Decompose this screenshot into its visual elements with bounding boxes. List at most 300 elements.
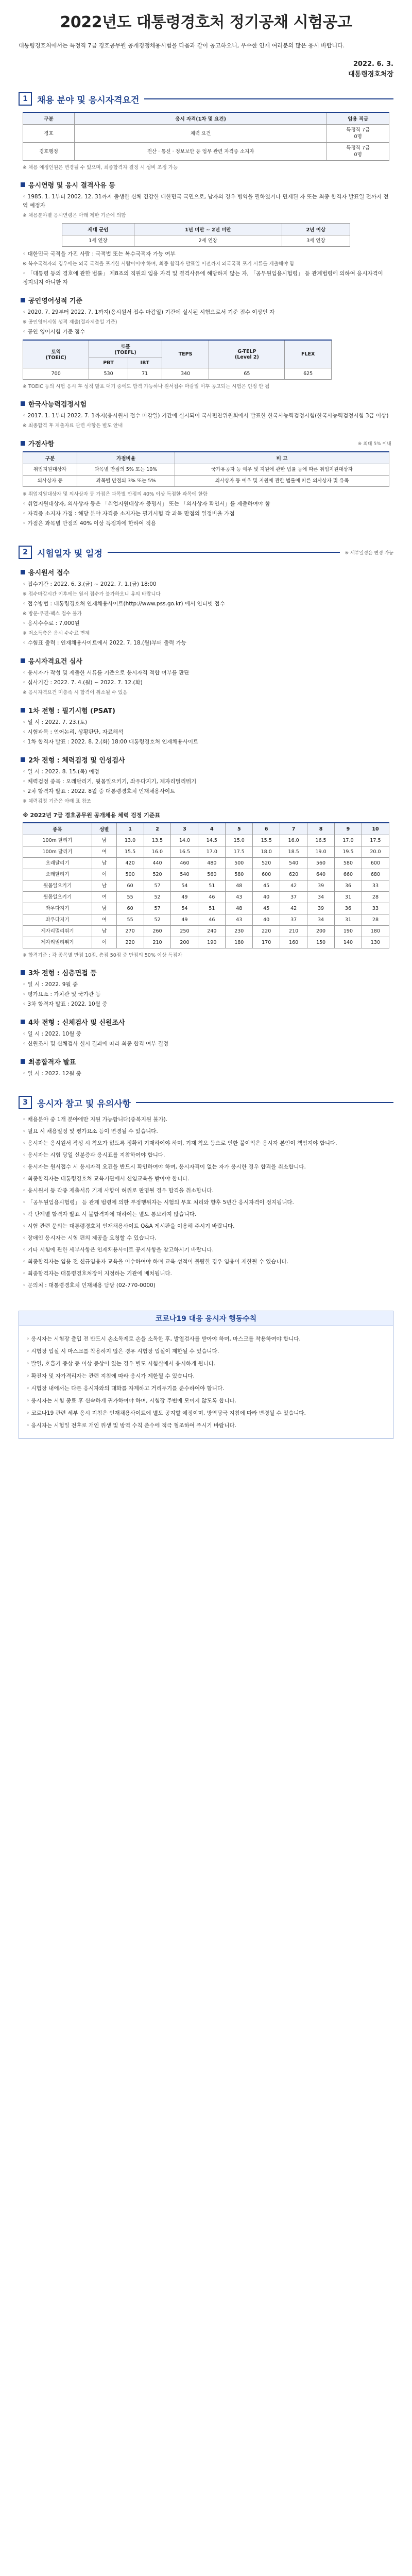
table-cell: 특정직 7급 0명 xyxy=(327,125,389,143)
table-cell: 36 xyxy=(335,903,362,914)
table-row xyxy=(23,869,389,880)
square-bullet-icon xyxy=(21,658,25,663)
table-cell: 52 xyxy=(144,914,171,926)
first-line: ◦ 1차 합격자 발표 : 2022. 8. 2.(화) 18:00 대통령경호처 인재채용사이트 xyxy=(23,739,199,745)
req-line: ※ 채용분야별 응시연령은 아래 제한 기준에 의함 xyxy=(23,213,126,218)
table-header-cell: 토플 (TOEFL) xyxy=(89,340,162,358)
corona-guideline-box xyxy=(19,1326,393,1439)
subhead-third-stage xyxy=(21,968,391,977)
apply-line: ◦ 접수기간 : 2022. 6. 3.(금) ~ 2022. 7. 1.(금) 18:00 xyxy=(23,581,157,587)
table-cell: 100m 달리기 xyxy=(23,835,92,846)
fitness-table-title: ※ 2022년 7급 경호공무원 공개채용 체력 검정 기준표 xyxy=(23,812,161,819)
table-cell: 210 xyxy=(280,926,307,937)
table-cell: 250 xyxy=(171,926,198,937)
table-header-cell: 5 xyxy=(226,823,253,835)
section-3-head xyxy=(19,1096,393,1109)
table-cell: 440 xyxy=(144,858,171,869)
table-cell: 48 xyxy=(226,880,253,892)
table-header-cell: 2 xyxy=(144,823,171,835)
table-row xyxy=(23,368,332,380)
table-cell: 270 xyxy=(116,926,144,937)
table-cell: 55 xyxy=(116,892,144,903)
table-header-cell: 3 xyxy=(171,823,198,835)
table-row xyxy=(23,926,389,937)
page-title: 2022년도 대통령경호처 정기공채 시험공고 xyxy=(60,13,352,31)
table-cell: 660 xyxy=(335,869,362,880)
note-line: ◦ 기타 시험에 관한 세부사항은 인재채용사이트 공지사항을 참고하시기 바랍니다. xyxy=(23,1247,214,1253)
table-cell: 260 xyxy=(144,926,171,937)
screening-line: ※ 응시자격요건 미충족 시 합격이 취소될 수 있음 xyxy=(23,690,128,696)
table-header-cell: 8 xyxy=(307,823,335,835)
subhead-bonus xyxy=(21,438,391,448)
table-cell: 49 xyxy=(171,892,198,903)
apply-text xyxy=(23,580,389,648)
note-line: ◦ 최종합격자는 대통령경호처장이 지정하는 기관에 배치됩니다. xyxy=(23,1270,172,1277)
table-header-cell: 1년 미만 ~ 2년 미만 xyxy=(134,224,282,235)
square-bullet-icon xyxy=(21,970,25,975)
subhead-second-stage xyxy=(21,755,391,765)
table-cell: 460 xyxy=(171,858,198,869)
note-line: ◦ 채용분야 중 1개 분야에만 지원 가능합니다(중복지원 불가). xyxy=(23,1116,168,1123)
lang-line: ◦ 2020. 7. 29부터 2022. 7. 1까지(응시원서 접수 마감일) 기간에 실시된 시험으로서 기준 점수 이상인 자 xyxy=(23,309,275,315)
table-row xyxy=(23,476,389,487)
table-header-cell: 토익 (TOEIC) xyxy=(23,340,89,368)
note-line: ◦ 장애인 응시자는 시험 편의 제공을 요청할 수 있습니다. xyxy=(23,1235,157,1241)
table-header-cell: 성별 xyxy=(92,823,116,835)
section-2-title: 시험일자 및 일정 xyxy=(37,548,102,559)
subhead-korean-history xyxy=(21,399,391,409)
table-cell: 580 xyxy=(226,869,253,880)
table-cell: 2세 연장 xyxy=(134,235,282,247)
table-cell: 남 xyxy=(92,926,116,937)
table-cell: 31 xyxy=(335,914,362,926)
note-line: ◦ 각 단계별 합격자 발표 시 불합격자에 대하여는 별도 통보하지 않습니다. xyxy=(23,1211,197,1217)
table-cell: 좌우다지기 xyxy=(23,914,92,926)
second-line: ◦ 일 시 : 2022. 8. 15.(목) 예정 xyxy=(23,769,99,775)
subhead-english xyxy=(21,295,391,305)
table-cell: 18.5 xyxy=(280,846,307,858)
note-line: ◦ 최종합격자는 임용 전 신규임용자 교육을 이수하여야 하며 교육 성적이 불량한 경우 임용이 제한될 수 있습니다. xyxy=(23,1259,289,1265)
table-header-cell: 가점비율 xyxy=(77,452,175,464)
third-line: ◦ 평가요소 : 가치관 및 국가관 등 xyxy=(23,991,101,997)
subhead-label: 4차 전형 : 신체검사 및 신원조사 xyxy=(28,1019,125,1027)
table-cell: 60 xyxy=(116,880,144,892)
table-cell: 34 xyxy=(307,914,335,926)
recruit-field-table xyxy=(23,112,389,161)
table-cell: 530 xyxy=(89,368,128,380)
table-cell: 경호행정 xyxy=(23,143,75,161)
table-cell: 52 xyxy=(144,892,171,903)
table-cell: 540 xyxy=(171,869,198,880)
table-row xyxy=(23,846,389,858)
table-cell: 과목별 만점의 3% 또는 5% xyxy=(77,476,175,487)
section-1-rule xyxy=(144,98,393,99)
apply-line: ※ 방문·우편·팩스 접수 불가 xyxy=(23,611,82,617)
note-line: ◦ 필요 시 채용일정 및 평가요소 등이 변경될 수 있습니다. xyxy=(23,1128,158,1134)
table-cell: 좌우다지기 xyxy=(23,903,92,914)
table-cell: 580 xyxy=(335,858,362,869)
table-cell: 윗몸일으키기 xyxy=(23,880,92,892)
table-cell: 640 xyxy=(307,869,335,880)
table-cell: 220 xyxy=(253,926,280,937)
note-line: ◦ 응시자는 시험 당일 신분증과 응시표를 지참하여야 합니다. xyxy=(23,1152,165,1158)
second-line: ◦ 체력검정 종목 : 오래달리기, 윗몸일으키기, 좌우다지기, 제자리멀리뛰기 xyxy=(23,778,197,785)
table-row xyxy=(62,235,350,247)
table-header-cell: 임용 직급 xyxy=(327,112,389,125)
table-note: ※ 채용 예정인원은 변경될 수 있으며, 최종합격자 결정 시 성비 조정 가능 xyxy=(23,165,178,171)
second-line: ※ 체력검정 기준은 아래 표 참조 xyxy=(23,799,92,804)
table-cell: 57 xyxy=(144,903,171,914)
table-cell: 230 xyxy=(226,926,253,937)
intro-text: 대통령경호처에서는 특정직 7급 경호공무원 공개경쟁채용시험을 다음과 같이 공고하오니, 우수한 인재 여러분의 많은 응시 바랍니다. xyxy=(19,42,345,49)
square-bullet-icon xyxy=(21,401,25,406)
table-header-cell: 구분 xyxy=(23,452,77,464)
table-cell: 55 xyxy=(116,914,144,926)
table-cell: 전산 · 통신 · 정보보안 등 업무 관련 자격증 소지자 xyxy=(74,143,327,161)
age-extension-table xyxy=(62,223,350,247)
table-cell: 160 xyxy=(280,937,307,948)
table-cell: 54 xyxy=(171,903,198,914)
table-cell: 46 xyxy=(198,892,226,903)
table-row xyxy=(23,914,389,926)
table-cell: 150 xyxy=(307,937,335,948)
subhead-label: 공인영어성적 기준 xyxy=(28,297,82,305)
screening-line: ◦ 심사기간 : 2022. 7. 4.(월) ~ 2022. 7. 12.(화) xyxy=(23,680,143,686)
hanguk-line: ※ 최종합격 후 제출자료 관련 사항은 별도 안내 xyxy=(23,423,123,429)
section-2-note: ※ 세부일정은 변경 가능 xyxy=(345,550,393,556)
table-cell: 34 xyxy=(307,892,335,903)
table-cell: 14.0 xyxy=(171,835,198,846)
notice-issuer: 대통령경호처장 xyxy=(348,71,393,78)
table-header-cell: 1 xyxy=(116,823,144,835)
table-cell: 560 xyxy=(198,869,226,880)
notice-date: 2022. 6. 3. xyxy=(353,60,393,68)
third-line: ◦ 3차 합격자 발표 : 2022. 10월 중 xyxy=(23,1001,108,1007)
table-cell: 17.0 xyxy=(335,835,362,846)
table-header-cell: PBT xyxy=(89,358,128,368)
section-3-rule xyxy=(136,1102,393,1103)
table-cell: 480 xyxy=(198,858,226,869)
section-1-head xyxy=(19,92,393,106)
table-cell: 37 xyxy=(280,892,307,903)
table-cell: 51 xyxy=(198,903,226,914)
lang-line: ◦ 공인 영어시험 기준 점수 xyxy=(23,329,85,335)
table-cell: 여 xyxy=(92,937,116,948)
table-cell: 33 xyxy=(362,880,389,892)
table-row xyxy=(23,464,389,476)
corona-line: ◦ 응시자는 시험장 출입 전 반드시 손소독제로 손을 소독한 후, 발열검사를 받아야 하며, 마스크를 착용하여야 합니다. xyxy=(26,1336,301,1342)
table-cell: 여 xyxy=(92,914,116,926)
table-cell: 560 xyxy=(307,858,335,869)
table-header-row xyxy=(23,340,332,358)
table-row xyxy=(23,937,389,948)
table-row xyxy=(23,892,389,903)
table-cell: 180 xyxy=(362,926,389,937)
table-cell: 19.0 xyxy=(307,846,335,858)
req-line: ◦ 1985. 1. 1부터 2002. 12. 31까지 출생한 신체 건강한 대한민국 국민으로, 남자의 경우 병역을 필하였거나 면제된 자 또는 최종 합격자 발표일 전까지 전역 예정자 xyxy=(23,194,389,209)
table-cell: 경호 xyxy=(23,125,75,143)
table-cell: 여 xyxy=(92,892,116,903)
table-header-cell: 응시 자격(1차 및 요건) xyxy=(74,112,327,125)
table-cell: 1세 연장 xyxy=(62,235,134,247)
table-cell: 남 xyxy=(92,835,116,846)
fourth-stage-text xyxy=(23,1030,389,1048)
table-cell: 남 xyxy=(92,880,116,892)
third-stage-text xyxy=(23,980,389,1009)
table-cell: 17.0 xyxy=(198,846,226,858)
table-cell: 28 xyxy=(362,914,389,926)
table-cell: 국가유공자 등 예우 및 지원에 관한 법률 등에 따른 취업지원대상자 xyxy=(175,464,389,476)
table-header-row xyxy=(23,452,389,464)
table-cell: 57 xyxy=(144,880,171,892)
table-header-cell: G-TELP (Level 2) xyxy=(209,340,285,368)
requirements-text xyxy=(23,193,389,220)
table-cell: 16.0 xyxy=(280,835,307,846)
screening-line: ◦ 응시자가 작성 및 제출한 서류를 기준으로 응시자격 적합 여부를 판단 xyxy=(23,670,190,676)
table-header-cell: TEPS xyxy=(162,340,209,368)
table-cell: 49 xyxy=(171,914,198,926)
table-cell: 특정직 7급 0명 xyxy=(327,143,389,161)
bonus-line: ◦ 가점은 과목별 만점의 40% 이상 득점자에 한하여 적용 xyxy=(23,520,157,527)
note-line: ◦ 최종합격자는 대통령경호처 교육기관에서 신임교육을 받아야 합니다. xyxy=(23,1176,190,1182)
table-cell: 700 xyxy=(23,368,89,380)
table-cell: 16.5 xyxy=(307,835,335,846)
req-line: ※ 복수국적자의 경우에는 외국 국적을 포기한 사람이어야 하며, 최종 합격자 발표일 이전까지 외국국적 포기 서류를 제출해야 함 xyxy=(23,261,295,267)
english-text xyxy=(23,308,389,336)
table-cell: 200 xyxy=(307,926,335,937)
corona-line: ◦ 발열, 호흡기 증상 등 이상 증상이 있는 경우 별도 시험실에서 응시하게 됩니다. xyxy=(26,1361,216,1367)
table-cell: 16.5 xyxy=(171,846,198,858)
table-cell: 420 xyxy=(116,858,144,869)
table-header-cell: 2년 이상 xyxy=(282,224,350,235)
fourth-line: ◦ 일 시 : 2022. 10월 중 xyxy=(23,1031,81,1037)
square-bullet-icon xyxy=(21,298,25,302)
subhead-label: 응시연령 및 응시 결격사유 등 xyxy=(28,182,115,190)
apply-line: ◦ 응시수수료 : 7,000원 xyxy=(23,620,80,626)
table-cell: 500 xyxy=(116,869,144,880)
subhead-label: 응시자격요건 심사 xyxy=(28,658,82,666)
table-cell: 15.5 xyxy=(116,846,144,858)
corona-line: ◦ 시험장 내에서는 다른 응시자와의 대화를 자제하고 거리두기를 준수하여야 합니다. xyxy=(26,1385,225,1392)
square-bullet-icon xyxy=(21,441,25,446)
bonus-text xyxy=(23,490,389,528)
table-cell: 140 xyxy=(335,937,362,948)
table-header-cell: 4 xyxy=(198,823,226,835)
table-cell: 500 xyxy=(226,858,253,869)
table-cell: 28 xyxy=(362,892,389,903)
title-bar xyxy=(0,0,412,41)
table-cell: 여 xyxy=(92,846,116,858)
req-line: ◦ 대한민국 국적을 가진 사람 : 국적법 또는 복수국적자 가능 여부 xyxy=(23,251,176,257)
english-score-table xyxy=(23,340,332,380)
fitness-note: ※ 합격기준 : 각 종목별 만점 10점, 총점 50점 중 만점의 50% 이상 득점자 xyxy=(23,953,182,958)
first-line: ◦ 일 시 : 2022. 7. 23.(토) xyxy=(23,719,88,725)
table-cell: 40 xyxy=(253,892,280,903)
lang-line: ※ 공인영어시험 성적 제출(결과제출일 기준) xyxy=(23,319,117,325)
table-header-cell: 6 xyxy=(253,823,280,835)
table-cell: 680 xyxy=(362,869,389,880)
subhead-label: 1차 전형 : 필기시험 (PSAT) xyxy=(28,707,115,715)
corona-line: ◦ 코로나19 관련 세부 응시 지침은 인재채용사이트에 별도 공지할 예정이며, 방역당국 지침에 따라 변경될 수 있습니다. xyxy=(26,1410,306,1416)
table-cell: 340 xyxy=(162,368,209,380)
req-line: ◦ 「대통령 등의 경호에 관한 법률」 제8조의 직원의 임용 자격 및 결격사유에 해당하지 않는 자, 「공무원임용시험령」 등 관계법령에 의하여 응시자격이 정지되지 아니한 자 xyxy=(23,270,383,285)
subhead-apply xyxy=(21,567,391,577)
table-cell: 39 xyxy=(307,903,335,914)
table-cell: 51 xyxy=(198,880,226,892)
subhead-label: 3차 전형 : 심층면접 등 xyxy=(28,970,97,977)
corona-guideline-title: 코로나19 대응 응시자 행동수칙 xyxy=(19,1311,393,1326)
table-row xyxy=(23,858,389,869)
table-header-cell: 9 xyxy=(335,823,362,835)
table-cell: 오래달리기 xyxy=(23,869,92,880)
third-line: ◦ 일 시 : 2022. 9월 중 xyxy=(23,981,78,988)
requirements-text-2 xyxy=(23,250,389,287)
screening-text xyxy=(23,669,389,697)
note-line: ◦ 응시원서 등 각종 제출서류 기재 사항이 허위로 판명될 경우 합격을 취소합니다. xyxy=(23,1188,214,1194)
square-bullet-icon xyxy=(21,1020,25,1024)
table-row xyxy=(23,880,389,892)
section-3-title: 응시자 참고 및 유의사항 xyxy=(37,1098,131,1109)
final-line: ◦ 일 시 : 2022. 12월 중 xyxy=(23,1071,81,1077)
table-cell: 220 xyxy=(116,937,144,948)
table-row xyxy=(23,143,389,161)
table-cell: 71 xyxy=(128,368,162,380)
table-cell: 윗몸일으키기 xyxy=(23,892,92,903)
table-cell: 625 xyxy=(285,368,332,380)
first-line: ◦ 시험과목 : 언어논리, 상황판단, 자료해석 xyxy=(23,729,124,735)
table-cell: 31 xyxy=(335,892,362,903)
table-cell: 취업지원대상자 xyxy=(23,464,77,476)
table-cell: 43 xyxy=(226,892,253,903)
table-header-row xyxy=(23,112,389,125)
table-cell: 남 xyxy=(92,903,116,914)
table-cell: 39 xyxy=(307,880,335,892)
table-cell: 의사상자 등 xyxy=(23,476,77,487)
corona-line: ◦ 확진자 및 자가격리자는 관련 지침에 따라 응시가 제한될 수 있습니다. xyxy=(26,1373,195,1379)
table-cell: 14.5 xyxy=(198,835,226,846)
bonus-table xyxy=(23,451,389,487)
table-row xyxy=(23,125,389,143)
subhead-label: 응시원서 접수 xyxy=(28,569,70,577)
table-cell: 170 xyxy=(253,937,280,948)
table-cell: 130 xyxy=(362,937,389,948)
square-bullet-icon xyxy=(21,708,25,713)
subhead-label: 2차 전형 : 체력검정 및 인성검사 xyxy=(28,757,125,765)
table-cell: 600 xyxy=(253,869,280,880)
table-cell: 13.5 xyxy=(144,835,171,846)
table-cell: 100m 달리기 xyxy=(23,846,92,858)
corona-line: ◦ 시험장 입실 시 마스크를 착용하지 않은 경우 시험장 입실이 제한될 수 있습니다. xyxy=(26,1348,219,1354)
table-cell: 620 xyxy=(280,869,307,880)
table-cell: 체력 요건 xyxy=(74,125,327,143)
table-cell: 20.0 xyxy=(362,846,389,858)
square-bullet-icon xyxy=(21,1059,25,1064)
final-text xyxy=(23,1070,389,1078)
table-cell: 17.5 xyxy=(362,835,389,846)
apply-line: ※ 접수마감시간 이후에는 원서 접수가 불가하오니 유의 바랍니다 xyxy=(23,591,161,597)
table-header-cell: 구분 xyxy=(23,112,75,125)
table-header-cell: 10 xyxy=(362,823,389,835)
subhead-screening xyxy=(21,656,391,666)
section-3-number: 3 xyxy=(19,1096,32,1109)
second-stage-text xyxy=(23,768,389,806)
table-cell: 210 xyxy=(144,937,171,948)
table-cell: 3세 연장 xyxy=(282,235,350,247)
square-bullet-icon xyxy=(21,182,25,187)
second-line: ◦ 2차 합격자 발표 : 2022. 8월 중 대통령경호처 인재채용사이트 xyxy=(23,788,176,794)
table-cell: 48 xyxy=(226,903,253,914)
section-1-number: 1 xyxy=(19,92,32,106)
apply-line: ◦ 수험표 출력 : 인재채용사이트에서 2022. 7. 18.(월)부터 출력 가능 xyxy=(23,640,186,646)
table-cell: 46 xyxy=(198,914,226,926)
section-1-title: 채용 분야 및 응시자격요건 xyxy=(37,95,140,106)
table-cell: 13.0 xyxy=(116,835,144,846)
note-line: ◦ 시험 관련 문의는 대통령경호처 인재채용사이트 Q&A 게시판을 이용해 주시기 바랍니다. xyxy=(23,1223,235,1229)
table-row xyxy=(23,835,389,846)
table-cell: 520 xyxy=(253,858,280,869)
table-header-cell: FLEX xyxy=(285,340,332,368)
table-header-cell: 종목 xyxy=(23,823,92,835)
english-note: ※ TOEIC 등의 시험 응시 후 성적 발표 대기 중에도 합격 가능하나 원서접수 마감일 이후 공고되는 시험은 인정 안 됨 xyxy=(23,384,270,389)
subhead-note: ※ 최대 5% 이내 xyxy=(357,442,391,447)
note-line: ◦ 「공무원임용시험령」 등 관계 법령에 의한 부정행위자는 시험의 무효 처리와 향후 5년간 응시자격이 정지됩니다. xyxy=(23,1199,294,1206)
dateline xyxy=(0,50,412,80)
table-cell: 과목별 만점의 5% 또는 10% xyxy=(77,464,175,476)
table-cell: 540 xyxy=(280,858,307,869)
bonus-line: ◦ 자격증 소지자 가점 : 해당 분야 자격증 소지자는 필기시험 각 과목 만점의 일정비율 가점 xyxy=(23,511,235,517)
table-cell: 16.0 xyxy=(144,846,171,858)
table-cell: 오래달리기 xyxy=(23,858,92,869)
table-cell: 36 xyxy=(335,880,362,892)
notes-list xyxy=(23,1115,389,1290)
fitness-standard-table xyxy=(23,822,389,948)
table-header-cell: 제대 군인 xyxy=(62,224,134,235)
corona-line: ◦ 응시자는 시험일 전후로 개인 위생 및 방역 수칙 준수에 적극 협조하여 주시기 바랍니다. xyxy=(26,1422,236,1429)
table-header-cell: 비 고 xyxy=(175,452,389,464)
table-cell: 42 xyxy=(280,880,307,892)
section-2-rule xyxy=(108,552,340,553)
table-cell: 남 xyxy=(92,858,116,869)
table-cell: 제자리멀리뛰기 xyxy=(23,937,92,948)
table-cell: 40 xyxy=(253,914,280,926)
table-cell: 240 xyxy=(198,926,226,937)
first-stage-text xyxy=(23,718,389,747)
table-cell: 200 xyxy=(171,937,198,948)
bonus-line: ※ 취업지원대상자 및 의사상자 등 가점은 과목별 만점의 40% 이상 득점한 과목에 한함 xyxy=(23,492,208,497)
section-2-number: 2 xyxy=(19,546,32,559)
table-cell: 여 xyxy=(92,869,116,880)
table-header-row xyxy=(62,224,350,235)
table-header-cell: IBT xyxy=(128,358,162,368)
table-cell: 45 xyxy=(253,903,280,914)
subhead-first-stage xyxy=(21,705,391,715)
table-cell: 45 xyxy=(253,880,280,892)
subhead-fourth-stage xyxy=(21,1017,391,1027)
table-cell: 190 xyxy=(198,937,226,948)
bonus-line: ◦ 취업지원대상자, 의사상자 등은 「취업지원대상자 증명서」 또는 「의사상자 확인서」를 제출하여야 함 xyxy=(23,501,270,507)
korean-history-text xyxy=(23,412,389,430)
hanguk-line: ◦ 2017. 1. 1부터 2022. 7. 1까지(응시원서 접수 마감일) 기간에 실시되어 국사편찬위원회에서 발표한 한국사능력검정시험(한국사능력검정시험 3급 이상) xyxy=(23,413,389,419)
square-bullet-icon xyxy=(21,570,25,574)
table-cell: 65 xyxy=(209,368,285,380)
table-cell: 54 xyxy=(171,880,198,892)
table-cell: 17.5 xyxy=(226,846,253,858)
note-line: ◦ 응시자는 응시원서 작성 시 착오가 없도록 정확히 기재하여야 하며, 기재 착오 등으로 인한 불이익은 응시자 본인이 책임져야 합니다. xyxy=(23,1140,337,1146)
table-cell: 600 xyxy=(362,858,389,869)
apply-line: ◦ 접수방법 : 대통령경호처 인재채용사이트(http://www.pss.go.kr) 에서 인터넷 접수 xyxy=(23,601,225,607)
subhead-label: 최종합격자 발표 xyxy=(28,1059,76,1066)
table-cell: 520 xyxy=(144,869,171,880)
